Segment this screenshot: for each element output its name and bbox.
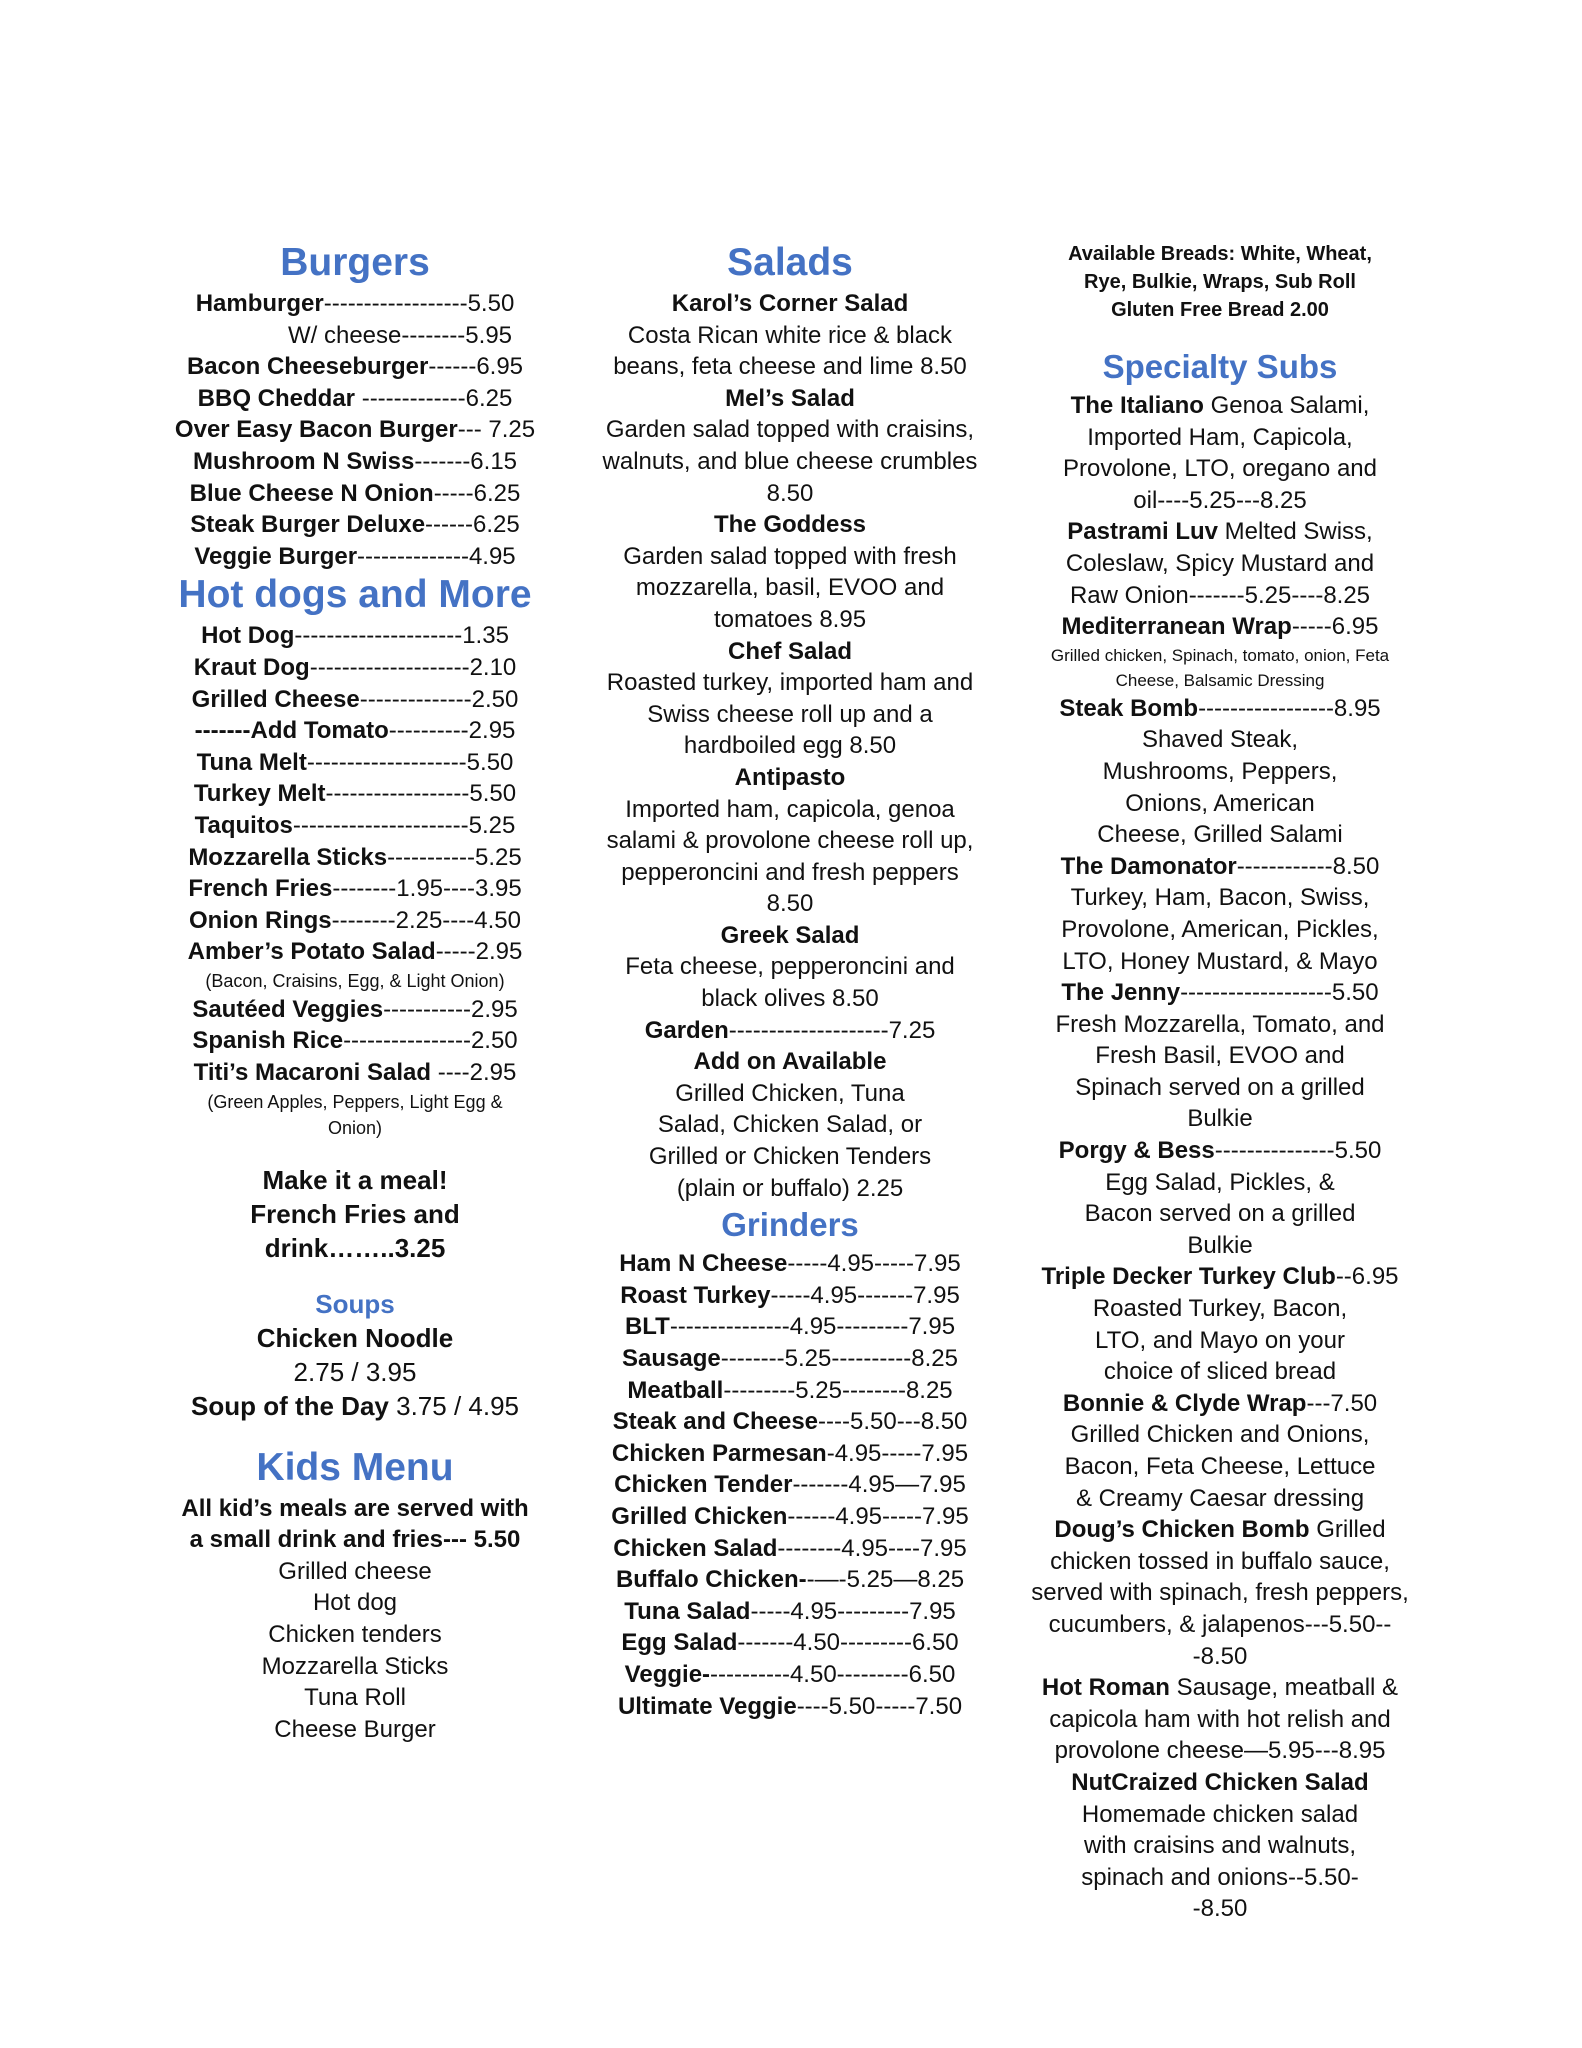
hotdogs-list (160, 620, 550, 1140)
item-note: Grilled chicken, Spinach, tomato, onion, Feta Cheese, Balsamic Dressing (1050, 645, 1390, 690)
salad-name: Antipasto (734, 763, 846, 791)
menu-item: Onion Rings--------2.25----4.50 (189, 906, 521, 934)
menu-item: Grilled Cheese--------------2.50 (191, 685, 519, 713)
sub-desc: Homemade chicken salad with craisins and walnuts, spinach and onions--5.50--8.50 (1081, 1800, 1359, 1923)
menu-item: Grilled Chicken------4.95-----7.95 (611, 1502, 969, 1530)
sub-desc: Egg Salad, Pickles, & Bacon served on a grilled Bulkie (1084, 1168, 1356, 1259)
menu-item: -------Add Tomato----------2.95 (194, 717, 516, 745)
sub-desc: Fresh Mozzarella, Tomato, and Fresh Basil, EVOO and Spinach served on a grilled Bulkie (1055, 1010, 1385, 1133)
meal-line: French Fries and (250, 1198, 460, 1229)
sub-item: Bonnie & Clyde Wrap---7.50 (1062, 1389, 1378, 1417)
soup-of-day: Soup of the Day 3.75 / 4.95 (190, 1390, 519, 1421)
menu-item: Tuna Salad-----4.95---------7.95 (624, 1597, 956, 1625)
menu-item: Egg Salad-------4.50---------6.50 (621, 1629, 959, 1657)
menu-item: Buffalo Chicken--—-5.25—8.25 (615, 1566, 965, 1594)
sub-item: Doug’s Chicken Bomb Grilled chicken tossed in buffalo sauce, served with spinach, fresh peppers, cucumbers, & jalapenos---5.50---8.50 (1031, 1516, 1409, 1670)
breads-line: Gluten Free Bread 2.00 (1111, 299, 1329, 321)
sub-item: Mediterranean Wrap-----6.95 (1061, 613, 1379, 641)
salad-desc: Roasted turkey, imported ham and Swiss cheese roll up and a hardboiled egg 8.50 (606, 669, 974, 760)
menu-item: Garden--------------------7.25 (644, 1016, 936, 1044)
menu-item: Steak and Cheese----5.50---8.50 (612, 1408, 968, 1436)
salad-name: Mel’s Salad (725, 384, 855, 412)
list-item: Chicken tenders (268, 1621, 442, 1649)
menu-item: Over Easy Bacon Burger--- 7.25 (174, 416, 536, 444)
kids-intro: a small drink and fries--- 5.50 (189, 1526, 521, 1554)
menu-item: Hamburger------------------5.50 (195, 290, 515, 317)
sub-desc: Turkey, Ham, Bacon, Swiss, Provolone, American, Pickles, LTO, Honey Mustard, & Mayo (1061, 884, 1379, 975)
salad-name: Chef Salad (727, 637, 853, 665)
burgers-list (160, 288, 550, 572)
menu-item: Chicken Salad--------4.95----7.95 (613, 1534, 967, 1562)
menu-item: Chicken Parmesan-4.95-----7.95 (611, 1439, 969, 1467)
item-note: (Bacon, Craisins, Egg, & Light Onion) (205, 970, 505, 991)
sub-item: Triple Decker Turkey Club--6.95 (1041, 1263, 1399, 1291)
menu-item: Amber’s Potato Salad-----2.95 (187, 938, 523, 966)
list-item: Mozzarella Sticks (261, 1652, 449, 1680)
menu-item: Titi’s Macaroni Salad ----2.95 (193, 1059, 517, 1087)
column-right (1025, 240, 1415, 1925)
list-item: Cheese Burger (274, 1715, 436, 1743)
menu-item: Spanish Rice----------------2.50 (192, 1027, 518, 1055)
kids-intro: All kid’s meals are served with (181, 1494, 529, 1522)
menu-item: Chicken Tender-------4.95—7.95 (614, 1471, 966, 1499)
sub-item: Steak Bomb-----------------8.95 (1059, 694, 1381, 722)
menu-item: Turkey Melt------------------5.50 (193, 780, 517, 808)
menu-item: Roast Turkey-----4.95-------7.95 (620, 1281, 960, 1309)
addon-desc: Grilled Chicken, Tuna Salad, Chicken Salad, or Grilled or Chicken Tenders (plain or buffalo) 2.25 (648, 1079, 932, 1202)
menu-item: Steak Burger Deluxe------6.25 (190, 511, 520, 539)
item-note: (Green Apples, Peppers, Light Egg & Onion) (207, 1091, 503, 1138)
hotdogs-heading: Hot dogs and More (178, 573, 532, 617)
salad-desc: Imported ham, capicola, genoa salami & provolone cheese roll up, pepperoncini and fresh peppers 8.50 (606, 795, 974, 918)
salad-desc: Feta cheese, pepperoncini and black olives 8.50 (625, 953, 955, 1013)
subs-heading: Specialty Subs (1102, 348, 1338, 385)
salad-name: Karol’s Corner Salad (671, 290, 909, 317)
sub-item: NutCraized Chicken Salad (1071, 1768, 1369, 1796)
subs-list (1025, 390, 1415, 1925)
list-item: Hot dog (312, 1589, 398, 1617)
sub-desc: Grilled Chicken and Onions, Bacon, Feta Cheese, Lettuce & Creamy Caesar dressing (1064, 1421, 1376, 1512)
salad-desc: Garden salad topped with fresh mozzarella, basil, EVOO and tomatoes 8.95 (623, 542, 957, 633)
sub-item: The Jenny-------------------5.50 (1061, 979, 1379, 1007)
menu-item: Ham N Cheese-----4.95-----7.95 (619, 1250, 961, 1278)
menu-item: Veggie Burger--------------4.95 (194, 542, 516, 570)
menu-item: Mushroom N Swiss-------6.15 (192, 447, 518, 475)
salad-desc: Garden salad topped with craisins, walnuts, and blue cheese crumbles 8.50 (602, 416, 978, 507)
list-item: Grilled cheese (278, 1557, 432, 1585)
meal-line: drink……..3.25 (264, 1232, 446, 1263)
sub-desc: Roasted Turkey, Bacon, LTO, and Mayo on your choice of sliced bread (1092, 1295, 1348, 1386)
meal-line: Make it a meal! (262, 1164, 448, 1195)
column-left (160, 240, 550, 1745)
menu-item: Meatball---------5.25--------8.25 (627, 1376, 953, 1404)
menu-item: Hot Dog---------------------1.35 (201, 622, 509, 650)
soup-prices: 2.75 / 3.95 (293, 1356, 417, 1387)
salad-name: Greek Salad (720, 921, 860, 949)
burgers-heading: Burgers (280, 241, 430, 284)
sub-desc: Shaved Steak, Mushrooms, Peppers, Onions, American Cheese, Grilled Salami (1097, 726, 1343, 849)
menu-item: French Fries--------1.95----3.95 (188, 875, 522, 903)
soup-name: Chicken Noodle (256, 1322, 454, 1353)
grinders-list (595, 1248, 985, 1722)
menu-item: Tuna Melt--------------------5.50 (196, 748, 514, 776)
menu-item: Sautéed Veggies-----------2.95 (192, 995, 518, 1023)
sub-item: Porgy & Bess---------------5.50 (1058, 1137, 1382, 1165)
menu-item: Kraut Dog--------------------2.10 (193, 653, 517, 681)
menu-item: BBQ Cheddar -------------6.25 (197, 384, 513, 412)
menu-item: BLT---------------4.95---------7.95 (624, 1313, 956, 1341)
menu-item: Veggie-----------4.50---------6.50 (624, 1660, 956, 1688)
breads-line: Rye, Bulkie, Wraps, Sub Roll (1084, 271, 1356, 293)
kids-heading: Kids Menu (256, 1445, 454, 1489)
menu-item: W/ cheese--------5.95 (287, 321, 513, 349)
salad-name: The Goddess (713, 511, 867, 539)
menu-item: Blue Cheese N Onion-----6.25 (189, 479, 521, 507)
list-item: Tuna Roll (304, 1684, 406, 1712)
sub-item: Pastrami Luv Melted Swiss, Coleslaw, Spicy Mustard and Raw Onion-------5.25----8.25 (1065, 518, 1375, 609)
menu-item: Mozzarella Sticks-----------5.25 (188, 843, 522, 871)
meal-deal (160, 1163, 550, 1265)
breads-info (1025, 240, 1415, 324)
breads-line: Available Breads: White, Wheat, (1068, 243, 1372, 265)
soups-heading: Soups (315, 1288, 395, 1319)
salads-list (595, 288, 985, 1204)
addon-title: Add on Available (693, 1048, 887, 1076)
sub-item: Hot Roman Sausage, meatball & capicola ham with hot relish and provolone cheese—5.95---8.95 (1041, 1674, 1399, 1765)
kids-list (160, 1556, 550, 1746)
salad-desc: Costa Rican white rice & black beans, feta cheese and lime 8.50 (613, 321, 967, 381)
sub-item: The Italiano Genoa Salami, Imported Ham, Capicola, Provolone, LTO, oregano and oil----5.25---8.25 (1063, 392, 1377, 514)
menu-item: Sausage--------5.25----------8.25 (622, 1345, 958, 1372)
salads-heading: Salads (727, 241, 853, 284)
column-middle (595, 240, 985, 1722)
grinders-heading: Grinders (721, 1206, 859, 1244)
menu-item: Taquitos----------------------5.25 (194, 811, 516, 839)
menu-item: Ultimate Veggie----5.50-----7.50 (617, 1692, 963, 1720)
sub-item: The Damonator------------8.50 (1060, 852, 1380, 880)
menu-item: Bacon Cheeseburger------6.95 (186, 353, 524, 381)
